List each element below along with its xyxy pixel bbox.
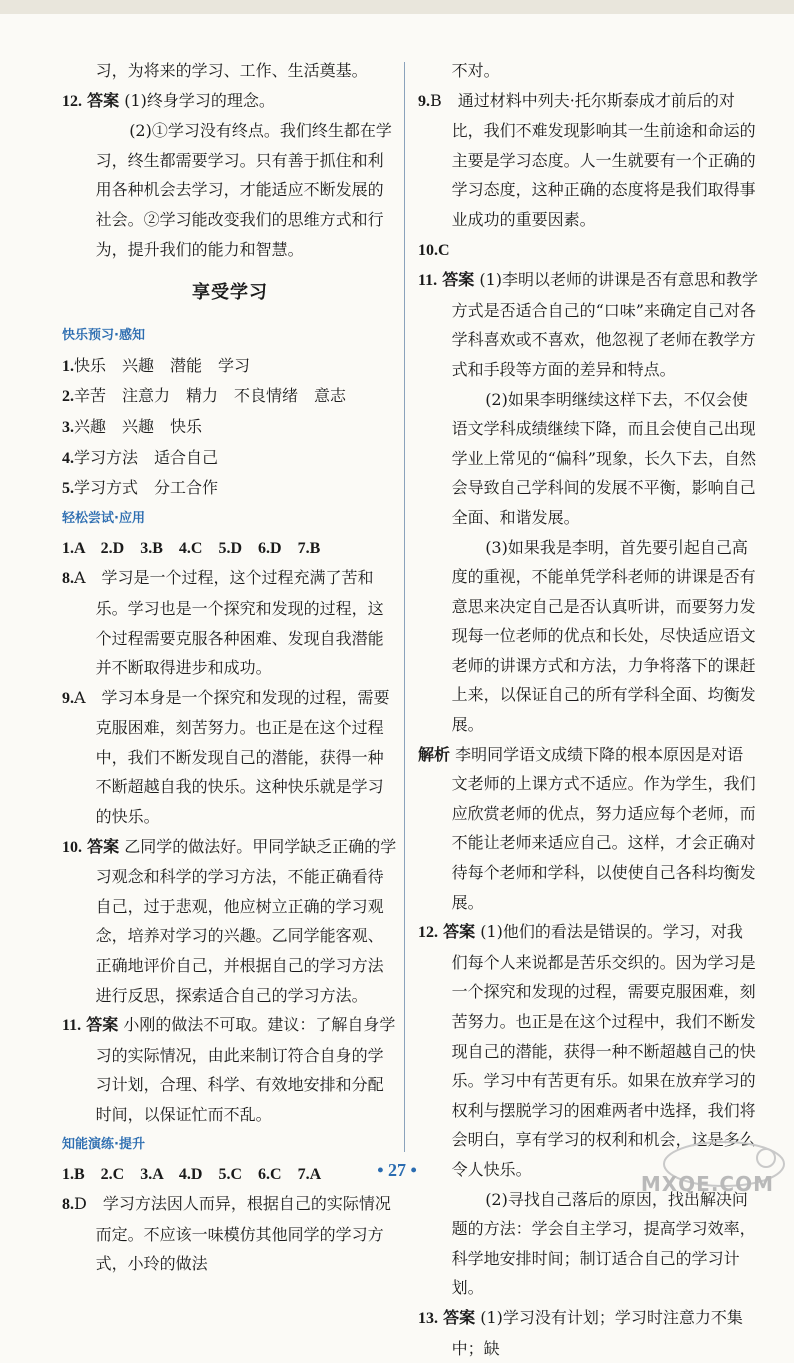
answer-text: D 学习方法因人而异，根据自己的实际情况而定。不应该一味模仿其他同学的学习方式，小玲的做法 xyxy=(74,1194,391,1274)
answer-text: (1)终身学习的理念。 xyxy=(124,90,275,110)
item-number: 12. xyxy=(418,924,438,942)
analysis-tag: 解析 xyxy=(418,744,451,764)
answer-paragraph: (2)寻找自己落后的原因，找出解决问题的方法：学会自主学习，提高学习效率，科学地安排时间；制订适合自己的学习计划。 xyxy=(451,1189,756,1298)
item-number: 4. xyxy=(62,449,74,467)
item-text: 学习方式 分工合作 xyxy=(74,478,219,498)
text-line: 不对。 xyxy=(451,61,500,80)
item-number: 3. xyxy=(62,418,74,436)
answer-paragraph: (2)如果李明继续这样下去，不仅会使语文学科成绩继续下降，而且会使自己出现学业上常见的“偏科”现象，长久下去，自然会导致自己学科间的发展不平衡，影响自己全面、和谐发展。 xyxy=(451,389,756,527)
item-text: 兴趣 兴趣 快乐 xyxy=(74,416,203,436)
answer-tag: 答案 xyxy=(87,836,120,856)
page-number: • 27 • xyxy=(377,1160,417,1180)
section-title: 享受学习 xyxy=(192,282,268,304)
item-number: 11. xyxy=(62,1017,82,1035)
item-number: 8. xyxy=(62,1196,74,1214)
item-number: 10. xyxy=(418,241,438,259)
section-label: 轻松尝试·应用 xyxy=(62,510,145,526)
answer-text: C xyxy=(438,241,450,259)
item-number: 13. xyxy=(418,1309,438,1327)
item-number: 10. xyxy=(62,838,82,856)
answer-9b xyxy=(418,86,758,235)
answer-tag: 答案 xyxy=(443,922,476,942)
watermark-logo xyxy=(640,1136,788,1200)
answer-11b xyxy=(418,265,758,384)
answer-text: (1)他们的看法是错误的。学习，对我们每个人来说都是苦乐交织的。因为学习是一个探究和发现的过程，需要克服困难，刻苦努力。也正是在这个过程中，我们不断发现自己的潜能，获得一种不断超越自己的快乐。学习中有苦更有乐。如果在放弃学习的权利与摆脱学习的困难两者中选择，我们将会明白，享有学习的权利和机会，这是多么令人快乐。 xyxy=(451,922,756,1179)
answer-9 xyxy=(62,683,398,832)
text-line: 习，为将来的学习、工作、生活奠基。 xyxy=(95,61,368,80)
item-number: 8. xyxy=(62,570,74,588)
item-text: 快乐 兴趣 潜能 学习 xyxy=(74,355,251,375)
answer-text: 小刚的做法不可取。建议：了解自身学习的实际情况，由此来制订符合自身的学习计划，合理、科学、有效地安排和分配时间，以保证忙而不乱。 xyxy=(95,1015,396,1124)
answer-10b xyxy=(418,235,758,266)
list-item xyxy=(62,473,398,504)
answer-8 xyxy=(62,563,398,682)
item-text: 辛苦 注意力 精力 不良情绪 意志 xyxy=(74,386,347,406)
answer-tag: 答案 xyxy=(86,1015,119,1035)
answer-12 xyxy=(62,86,398,117)
answer-13 xyxy=(418,1303,758,1363)
choice-answers: 1.B 2.C 3.A 4.D 5.C 6.C 7.A xyxy=(62,1165,322,1183)
page-top-edge xyxy=(0,0,794,14)
answer-text: A 学习是一个过程，这个过程充满了苦和乐。学习也是一个探究和发现的过程，这个过程需要克服各种困难、发现自我潜能并不断取得进步和成功。 xyxy=(74,568,384,678)
list-item xyxy=(62,351,398,382)
list-item xyxy=(62,412,398,443)
analysis-text: 李明同学语文成绩下降的根本原因是对语文老师的上课方式不适应。作为学生，我们应欣赏老师的优点，努力适应每个老师，而不能让老师来适应自己。这样，才会正确对待每个老师和学科，以使使自己各科均衡发展。 xyxy=(451,744,756,912)
item-number: 9. xyxy=(62,689,74,707)
answer-text: (1)学习没有计划；学习时注意力不集中；缺 xyxy=(451,1307,743,1358)
answer-11 xyxy=(62,1010,398,1129)
answer-tag: 答案 xyxy=(442,270,475,290)
answer-10 xyxy=(62,832,398,1011)
item-number: 5. xyxy=(62,480,74,498)
answer-text: 乙同学的做法好。甲同学缺乏正确的学习观念和科学的学习方法，不能正确看待自己，过于悲观，他应树立正确的学习观念，培养对学习的兴趣。乙同学能客观、正确地评价自己，并根据自己的学习方法进行反思，探索适合自己的学习方法。 xyxy=(95,836,397,1005)
answer-paragraph: (3)如果我是李明，首先要引起自己高度的重视，不能单凭学科老师的讲课是否有意思来决定自己是否认真听讲，而要努力发现每一位老师的优点和长处，尽快适应语文老师的讲课方式和方法，力争将落下的课赶上来，以保证自己的所有学科全面、均衡发展。 xyxy=(451,537,756,735)
section-label: 快乐预习·感知 xyxy=(62,327,145,343)
left-column xyxy=(62,56,398,1279)
answer-text: (1)李明以老师的讲课是否有意思和教学方式是否适合自己的“口味”来确定自己对各学科喜欢或不喜欢，他忽视了老师在教学方式和手段等方面的差异和特点。 xyxy=(451,270,758,379)
item-number: 12. xyxy=(62,92,82,110)
watermark-text: MXQE.COM xyxy=(640,1172,774,1196)
item-number: 1. xyxy=(62,357,74,375)
answer-8b xyxy=(62,1189,398,1279)
item-text: 学习方法 适合自己 xyxy=(74,447,219,467)
item-number: 2. xyxy=(62,388,74,406)
item-number: 11. xyxy=(418,272,438,290)
page-number-value: 27 xyxy=(388,1160,406,1180)
column-divider xyxy=(404,62,405,1152)
choice-answers: 1.A 2.D 3.B 4.C 5.D 6.D 7.B xyxy=(62,539,321,557)
analysis xyxy=(418,740,758,918)
list-item xyxy=(62,443,398,474)
item-number: 9. xyxy=(418,92,430,110)
answer-text: B 通过材料中列夫·托尔斯泰成才前后的对比，我们不难发现影响其一生前途和命运的主要是学习态度。人一生就要有一个正确的学习态度，这种正确的态度将是我们取得事业成功的重要因素。 xyxy=(430,90,756,229)
answer-paragraph: (2)①学习没有终点。我们终生都在学习，终生都需要学习。只有善于抓住和利用各种机会去学习，才能适应不断发展的社会。②学习能改变我们的思维方式和行为，提升我们的能力和智慧。 xyxy=(95,121,392,259)
answer-tag: 答案 xyxy=(443,1307,476,1327)
list-item xyxy=(62,381,398,412)
answer-tag: 答案 xyxy=(87,90,120,110)
answer-text: A 学习本身是一个探究和发现的过程，需要克服困难，刻苦努力。也正是在这个过程中，我们不断发现自己的潜能，获得一种不断超越自我的快乐。这种快乐就是学习的快乐。 xyxy=(74,687,390,827)
section-label: 知能演练·提升 xyxy=(62,1136,145,1152)
